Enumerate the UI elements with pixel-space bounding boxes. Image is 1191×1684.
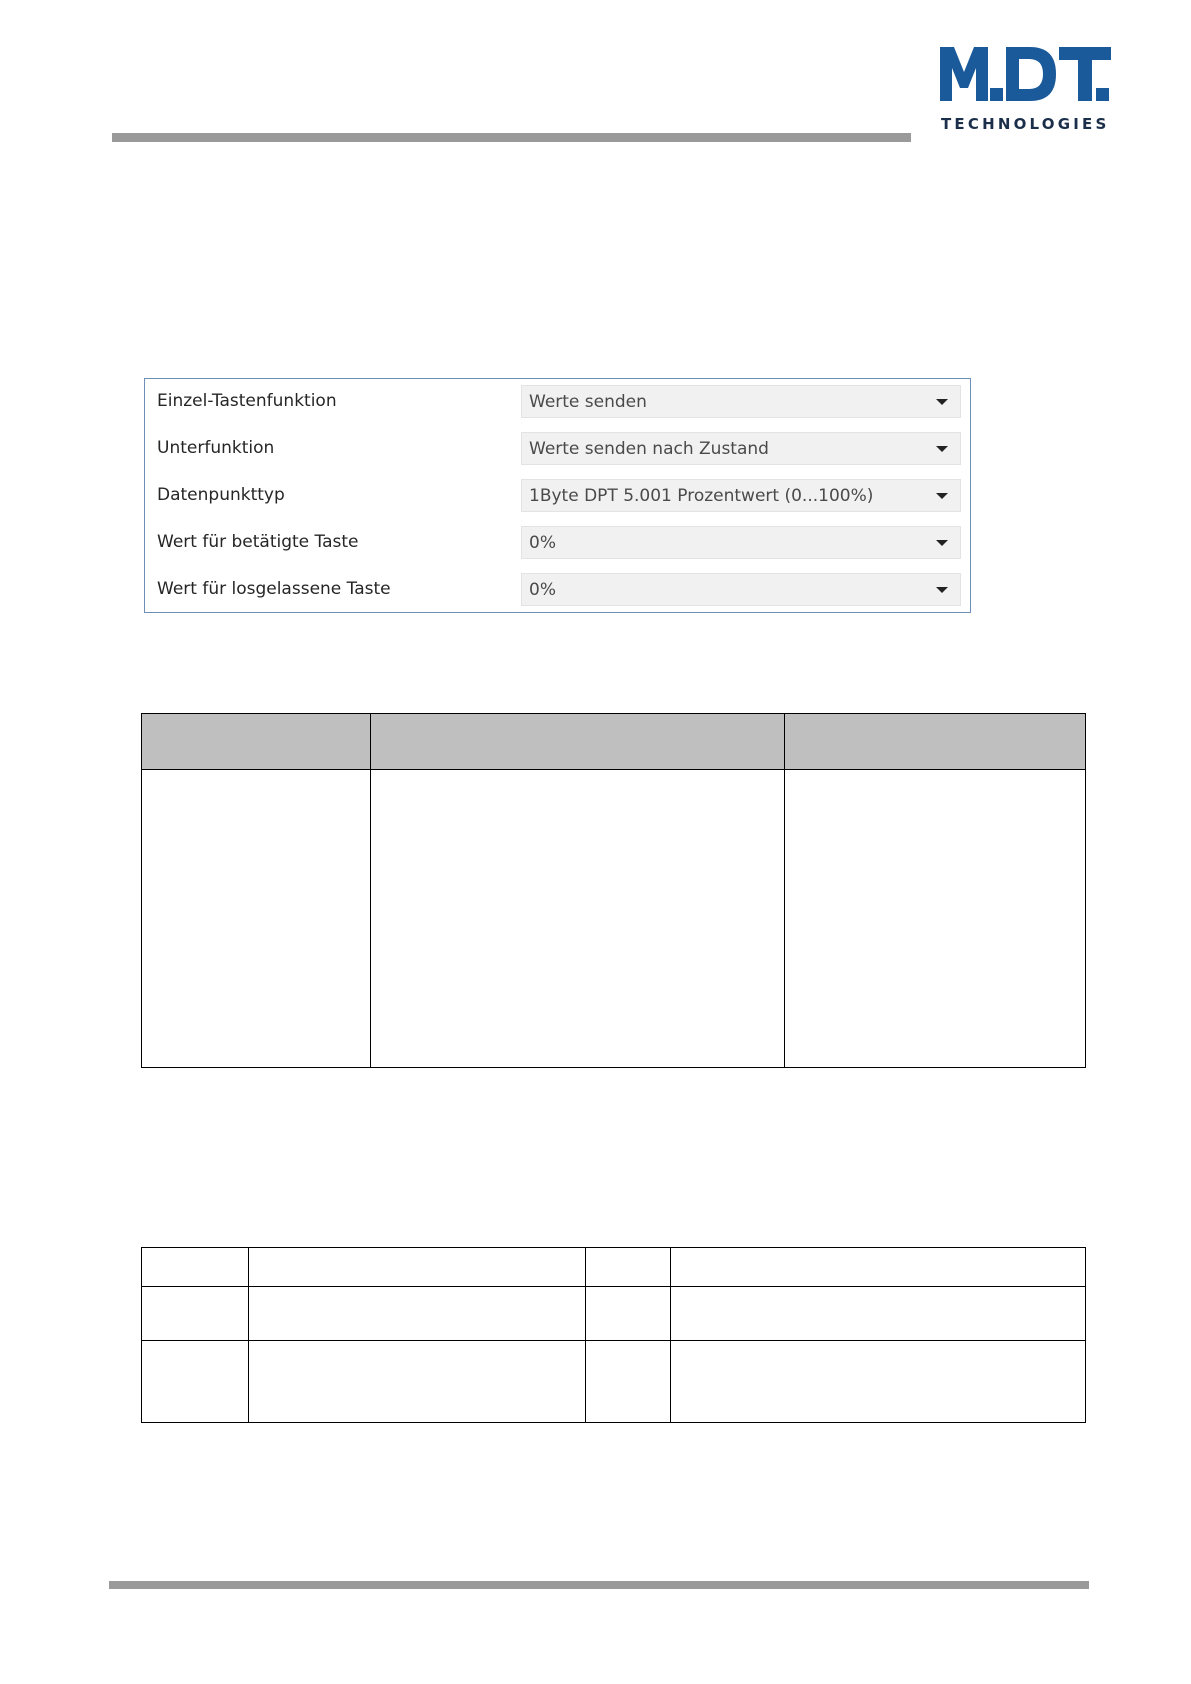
- dropdown-value: 0%: [529, 580, 556, 600]
- dropdown-value: Werte senden: [529, 392, 647, 412]
- table-cell: [671, 1248, 1086, 1287]
- table-header-cell: [371, 714, 785, 770]
- table-row: [142, 1287, 1086, 1341]
- logo-tagline: TECHNOLOGIES: [941, 115, 1110, 133]
- table-cell: [142, 1341, 249, 1423]
- dropdown-value: 0%: [529, 533, 556, 553]
- table-header-cell: [142, 714, 371, 770]
- parameter-row-unterfunktion: [145, 432, 970, 468]
- table-cell: [142, 1287, 249, 1341]
- table-cell: [671, 1341, 1086, 1423]
- chevron-down-icon: [936, 399, 948, 405]
- table-cell: [371, 770, 785, 1068]
- table-row: [142, 1248, 1086, 1287]
- table-cell: [249, 1248, 586, 1287]
- unterfunktion-dropdown[interactable]: [521, 432, 961, 465]
- communication-objects-table: [141, 1247, 1086, 1423]
- table-cell: [671, 1287, 1086, 1341]
- table-header-row: [142, 714, 1086, 770]
- chevron-down-icon: [936, 446, 948, 452]
- table-cell: [586, 1287, 671, 1341]
- datenpunkttyp-dropdown[interactable]: [521, 479, 961, 512]
- wert-betaetigte-taste-dropdown[interactable]: [521, 526, 961, 559]
- parameter-label: Einzel-Tastenfunktion: [157, 391, 337, 411]
- chevron-down-icon: [936, 587, 948, 593]
- table-row: [142, 770, 1086, 1068]
- parameter-row-wert-betaetigte-taste: [145, 526, 970, 562]
- table-cell: [142, 770, 371, 1068]
- chevron-down-icon: [936, 493, 948, 499]
- table-cell: [249, 1341, 586, 1423]
- parameter-label: Unterfunktion: [157, 438, 275, 458]
- table-row: [142, 1341, 1086, 1423]
- header-rule: [112, 133, 911, 142]
- parameter-row-einzel-tastenfunktion: [145, 385, 970, 421]
- parameter-row-datenpunkttyp: [145, 479, 970, 515]
- table-cell: [785, 770, 1086, 1068]
- parameter-label: Datenpunkttyp: [157, 485, 285, 505]
- parameter-panel: [144, 378, 971, 613]
- footer-rule: [109, 1581, 1089, 1589]
- table-cell: [142, 1248, 249, 1287]
- einzel-tastenfunktion-dropdown[interactable]: [521, 385, 961, 418]
- parameter-row-wert-losgelassene-taste: [145, 573, 970, 609]
- table-cell: [586, 1248, 671, 1287]
- dropdown-value: Werte senden nach Zustand: [529, 439, 769, 459]
- table-cell: [586, 1341, 671, 1423]
- dropdown-value: 1Byte DPT 5.001 Prozentwert (0...100%): [529, 486, 874, 506]
- parameter-label: Wert für betätigte Taste: [157, 532, 359, 552]
- table-header-cell: [785, 714, 1086, 770]
- parameter-label: Wert für losgelassene Taste: [157, 579, 391, 599]
- table-cell: [249, 1287, 586, 1341]
- settings-table: [141, 713, 1086, 1068]
- wert-losgelassene-taste-dropdown[interactable]: [521, 573, 961, 606]
- chevron-down-icon: [936, 540, 948, 546]
